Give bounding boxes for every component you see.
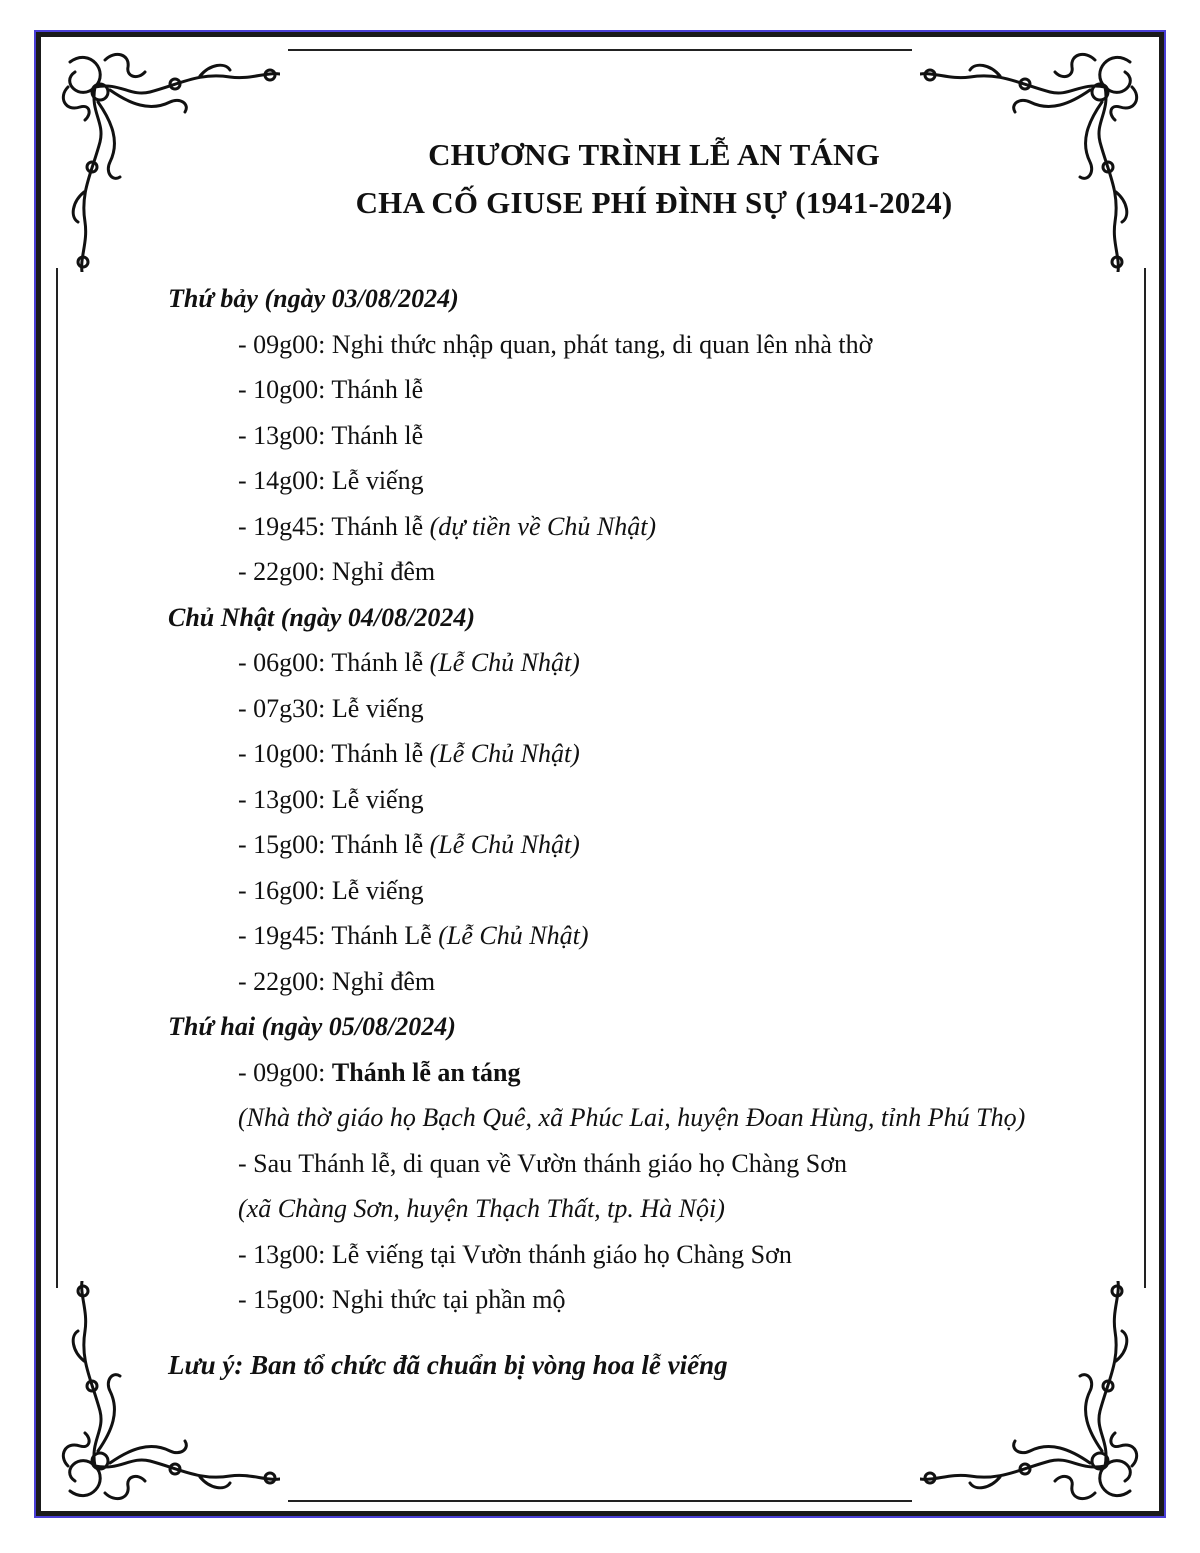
item-time: - 09g00:	[238, 329, 332, 359]
day-heading: Thứ bảy (ngày 03/08/2024)	[168, 284, 459, 313]
item-time: - 14g00:	[238, 466, 332, 495]
item-note: (dự tiền về Chủ Nhật)	[429, 511, 657, 541]
schedule-item	[168, 1147, 1148, 1193]
item-note: (Nhà thờ giáo họ Bạch Quê, xã Phúc Lai, huyện Đoan Hùng, tỉnh Phú Thọ)	[238, 1103, 1026, 1132]
schedule-item	[168, 419, 1148, 465]
item-time: - 13g00:	[238, 420, 332, 450]
item-text: Thánh lễ	[331, 511, 430, 541]
item-text: Thánh lễ	[331, 830, 430, 859]
schedule-item	[168, 737, 1148, 783]
item-time: - 16g00:	[238, 875, 332, 905]
item-text: Lễ viếng	[331, 466, 424, 495]
left-rule	[56, 268, 58, 1288]
item-time: - 10g00:	[238, 739, 332, 768]
schedule-item	[168, 1056, 1148, 1102]
item-time: - 19g45:	[238, 921, 332, 950]
schedule-item	[168, 464, 1148, 510]
item-text: Thánh Lễ	[331, 921, 439, 950]
item-note: (Lễ Chủ Nhật)	[438, 921, 589, 950]
document-subtitle: CHA CỐ GIUSE PHÍ ĐÌNH SỰ (1941-2024)	[355, 185, 953, 220]
item-time: - 07g30:	[238, 693, 332, 723]
item-time: - 06g00:	[238, 648, 332, 677]
item-text: Lễ viếng	[331, 875, 424, 905]
item-time: - 22g00:	[238, 966, 332, 996]
schedule-item	[168, 373, 1148, 419]
item-time: - 19g45:	[238, 511, 332, 541]
item-text: Lễ viếng	[331, 784, 424, 814]
item-time: - 13g00:	[238, 784, 332, 814]
item-time: - 15g00:	[238, 830, 332, 859]
schedule-item	[168, 328, 1148, 374]
item-text: Thánh lễ	[331, 648, 430, 677]
item-time: - 10g00:	[238, 375, 332, 404]
item-time: - 13g00:	[238, 1239, 332, 1269]
schedule-item	[168, 646, 1148, 692]
item-note: (Lễ Chủ Nhật)	[429, 830, 580, 859]
item-note: (Lễ Chủ Nhật)	[429, 648, 580, 677]
schedule-item	[168, 555, 1148, 601]
item-text: Lễ viếng tại Vườn thánh giáo họ Chàng Sơn	[331, 1239, 792, 1269]
item-note: (Lễ Chủ Nhật)	[429, 739, 580, 768]
item-time: - 22g00:	[238, 557, 332, 586]
item-time: - 15g00:	[238, 1285, 332, 1314]
item-time: - 09g00:	[238, 1057, 332, 1087]
item-text: Thánh lễ	[331, 375, 424, 404]
item-text: Nghỉ đêm	[331, 557, 436, 586]
item-text: - Sau Thánh lễ, di quan về Vườn thánh giáo họ Chàng Sơn	[238, 1148, 847, 1178]
schedule-item	[168, 874, 1148, 920]
schedule-location-note	[168, 1192, 1148, 1238]
top-rule	[288, 49, 912, 51]
item-text: Thánh lễ	[331, 739, 430, 768]
schedule	[168, 282, 1148, 1329]
item-text-bold: Thánh lễ an táng	[331, 1057, 521, 1087]
document-title: CHƯƠNG TRÌNH LỄ AN TÁNG	[428, 137, 880, 172]
item-text: Nghi thức nhập quan, phát tang, di quan lên nhà thờ	[331, 329, 873, 359]
schedule-location-note	[168, 1101, 1148, 1147]
item-text: Lễ viếng	[331, 693, 424, 723]
schedule-item	[168, 510, 1148, 556]
schedule-item	[168, 965, 1148, 1011]
memo-note: Lưu ý: Ban tổ chức đã chuẩn bị vòng hoa lễ viếng	[168, 1350, 728, 1380]
schedule-item	[168, 783, 1148, 829]
schedule-item	[168, 828, 1148, 874]
schedule-item	[168, 692, 1148, 738]
item-text: Nghi thức tại phần mộ	[331, 1285, 566, 1314]
day-heading: Chủ Nhật (ngày 04/08/2024)	[168, 602, 475, 632]
schedule-item	[168, 919, 1148, 965]
day-heading: Thứ hai (ngày 05/08/2024)	[168, 1012, 456, 1041]
item-text: Nghỉ đêm	[331, 966, 436, 996]
bottom-rule	[288, 1500, 912, 1502]
item-text: Thánh lễ	[331, 420, 424, 450]
schedule-item	[168, 1238, 1148, 1284]
schedule-item	[168, 1283, 1148, 1329]
item-note: (xã Chàng Sơn, huyện Thạch Thất, tp. Hà Nội)	[238, 1194, 725, 1223]
